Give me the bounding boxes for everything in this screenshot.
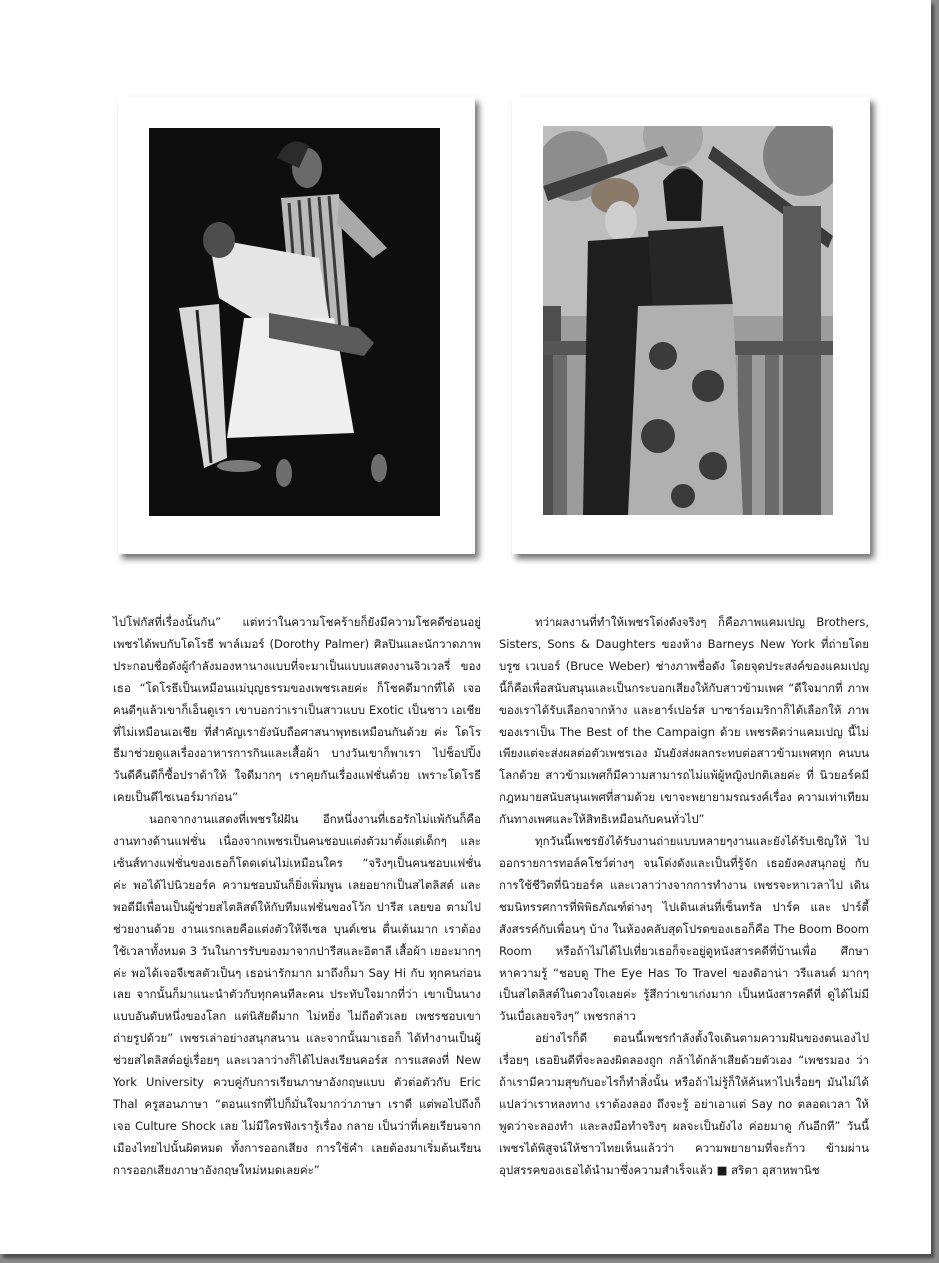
article-column-right [499,612,869,1182]
article-column-left [113,612,481,1182]
article-paragraph: ทุกวันนี้เพชรยังได้รับงานถ่ายแบบหลายๆงานและยังได้รับเชิญให้ ไปออกรายการทอล์คโชว์ต่างๆ จนโด่งดังและเป็นที่รู้จัก เธอยังคงสนุกอยู่ กับการใช้ชีวิตที่นิวยอร์ค และเวลาว่างจากการทำงาน เพชรจะหาเวลาไป เดินชมนิทรรศการที่พิพิธภัณฑ์ต่างๆ ไปเดินเล่นที่เซ็นทรัล ปาร์ค และ ปาร์ตี้สังสรรค์กับเพื่อนๆ บ้าง ในห้องคลับสุดโปรดของเธอก็คือ The Boom Boom Room หรือถ้าไม่ได้ไปเที่ยวเธอก็จะอยู่ดูหนังสารคดีที่บ้านเพื่อ ศึกษาหาความรู้ “ชอบดู The Eye Has To Travel ของดิอาน่า วรีแลนด์ มากๆ เป็นสไตลิสต์ในดวงใจเลยค่ะ รู้สึกว่าเขาเก่งมาก เป็นหนังสารคดีที่ ดูได้ไม่มีวันเบื่อเลยจริงๆ” เพชรกล่าว [499,834,869,1024]
photo-frame-right [512,97,870,554]
article-paragraph: ทว่าผลงานที่ทำให้เพชรโด่งดังจริงๆ ก็คือภาพแคมเปญ Brothers, Sisters, Sons & Daughters ของห้าง Barneys New York ที่ถ่ายโดย บรูซ เวเบอร์ (Bruce Weber) ช่างภาพชื่อดัง โดยจุดประสงค์ของแคมเปญ นี้ก็คือเพื่อสนับสนุนและเป็นกระบอกเสียงให้กับสาวข้ามเพศ “ดีใจมากที่ ภาพของเราได้รับเลือกจากห้าง และฮาร์เปอร์ส บาซาร์อเมริกาก็ได้เลือกให้ ภาพของเราเป็น The Best of the Campaign ด้วย เพชรคิดว่าแคมเปญ นี้ไม่เพียงแต่จะส่งผลต่อตัวเพชรเอง มันยังส่งผลกระทบต่อสาวข้ามเพศทุก คนบนโลกด้วย สาวข้ามเพศก็มีความสามารถไม่แพ้ผู้หญิงปกติเลยค่ะ ที่ นิวยอร์คมีกฎหมายสนับสนุนเพศที่สามด้วย เขาจะพยายามรณรงค์เรื่อง ความเท่าเทียมกันทางเพศและให้สิทธิเหมือนกับคนทั่วไป” [499,615,869,827]
fashion-photo-right [543,126,833,515]
photo-frame-left [118,97,475,554]
fashion-photo-left [149,128,440,516]
fashion-photo-left-image [149,128,440,516]
article-paragraph: ไปโฟกัสที่เรื่องนั้นกัน” แต่ทว่าในความโชคร้ายก็ยังมีความโชคดีซ่อนอยู่ เพชรได้พบกับโดโรธี พาล์เมอร์ (Dorothy Palmer) ศิลปินและนักวาดภาพ ประกอบชื่อดังผู้กำลังมองหานางแบบที่จะมาเป็นแบบแสดงงานจิวเวลรี่ ของเธอ “โดโรธีเป็นเหมือนแม่บุญธรรมของเพชรเลยค่ะ ก็โชคดีมากที่ได้ เจอคนดีๆแล้วเขาก็เอ็นดูเรา เขาบอกว่าเราเป็นสาวแบบ Exotic เป็นชาว เอเชียที่ไม่เหมือนเอเชีย ที่สำคัญเรายังนับถือศาสนาพุทธเหมือนกันด้วย ค่ะ โดโรธีมาช่วยดูแลเรื่องอาหารการกินและเสื้อผ้า บางวันเขาก็พาเรา ไปช็อปปิ้ง วันดีคืนดีก็ซื้อปราด้าให้ ใจดีมากๆ เราคุยกันเรื่องแฟชั่นด้วย เพราะโดโรธีเคยเป็นดีไซเนอร์มาก่อน” [113,615,481,805]
article-paragraph: อย่างไรก็ดี ตอนนี้เพชรกำลังตั้งใจเดินตามความฝันของตนเองไป เรื่อยๆ เธอยินดีที่จะลองผิดลองถูก กล้าได้กล้าเสียด้วยตัวเอง “เพชรมอง ว่าถ้าเรามีความสุขกับอะไรก็ทำสิ่งนั้น หรือถ้าไม่รู้ก็ให้ค้นหาไปเรื่อยๆ มันไม่ได้แปลว่าเราหลงทาง เราต้องลอง ถึงจะรู้ อย่าเอาแต่ Say no ตลอดเวลา ให้พูดว่าจะลองทำ และลงมือทำจริงๆ ผลจะเป็นยังไง ค่อยมาดู กันอีกที” วันนี้เพชรได้พิสูจน์ให้ชาวไทยเห็นแล้วว่า ความพยายามที่จะก้าว ข้ามผ่านอุปสรรคของเธอได้นำมาซึ่งความสำเร็จแล้ว ■ สริตา อุสาหพานิช [499,1031,869,1177]
article-paragraph: นอกจากงานแสดงที่เพชรใฝ่ฝัน อีกหนึ่งงานที่เธอรักไม่แพ้กันก็คือ งานทางด้านแฟชั่น เนื่องจากเพชรเป็นคนชอบแต่งตัวมาตั้งแต่เด็กๆ และ เซ้นส์ทางแฟชั่นของเธอก็โดดเด่นไม่เหมือนใคร “จริงๆเป็นคนชอบแฟชั่น ค่ะ พอได้ไปนิวยอร์ค ความชอบมันก็ยิ่งเพิ่มพูน เลยอยากเป็นสไตลิสต์ และพอดีมีเพื่อนเป็นผู้ช่วยสไตลิสต์ให้กับทีมแฟชั่นของโว้ก ปารีส เลยขอ ตามไปช่วยงานด้วย งานแรกเลยคือแต่งตัวให้จีเซล บุนด์เชน ตื่นเต้นมาก เราต้องใช้เวลาทั้งหมด 3 วันในการรับของมาจากปารีสและอิตาลี เสื้อผ้า เยอะมากๆค่ะ พอได้เจอจีเซลตัวเป็นๆ เธอน่ารักมาก มาถึงก็มา Say Hi กับ ทุกคนก่อนเลย จากนั้นก็มาแนะนำตัวกับทุกคนทีละคน ประทับใจมากที่ว่า เขาเป็นนางแบบอันดับหนึ่งของโลก แต่นิสัยดีมาก ไม่หยิ่ง ไม่ถือตัวเลย เพชรชอบเขาถ่ายรูปด้วย” เพชรเล่าอย่างสนุกสนาน และจากนั้นมาเธอก็ ได้ทำงานเป็นผู้ช่วยสไตลิสต์อยู่เรื่อยๆ และเวลาว่างก็ได้ไปลงเรียนคอร์ส การแสดงที่ New York University ควบคู่กับการเรียนภาษาอังกฤษแบบ ตัวต่อตัวกับ Eric Thal ครูสอนภาษา “ตอนแรกที่ไปก็มั่นใจมากว่าภาษา เราดี แต่พอไปถึงก็เจอ Culture Shock เลย ไม่มีใครฟังเรารู้เรื่อง กลาย เป็นว่าที่เคยเรียนจากเมืองไทยไปนั้นผิดหมด ทั้งการออกเสียง การใช้คำ เลยต้องมาเริ่มต้นเรียนการออกเสียงภาษาอังกฤษใหม่หมดเลยค่ะ” [113,812,481,1177]
fashion-photo-right-image [543,126,833,515]
